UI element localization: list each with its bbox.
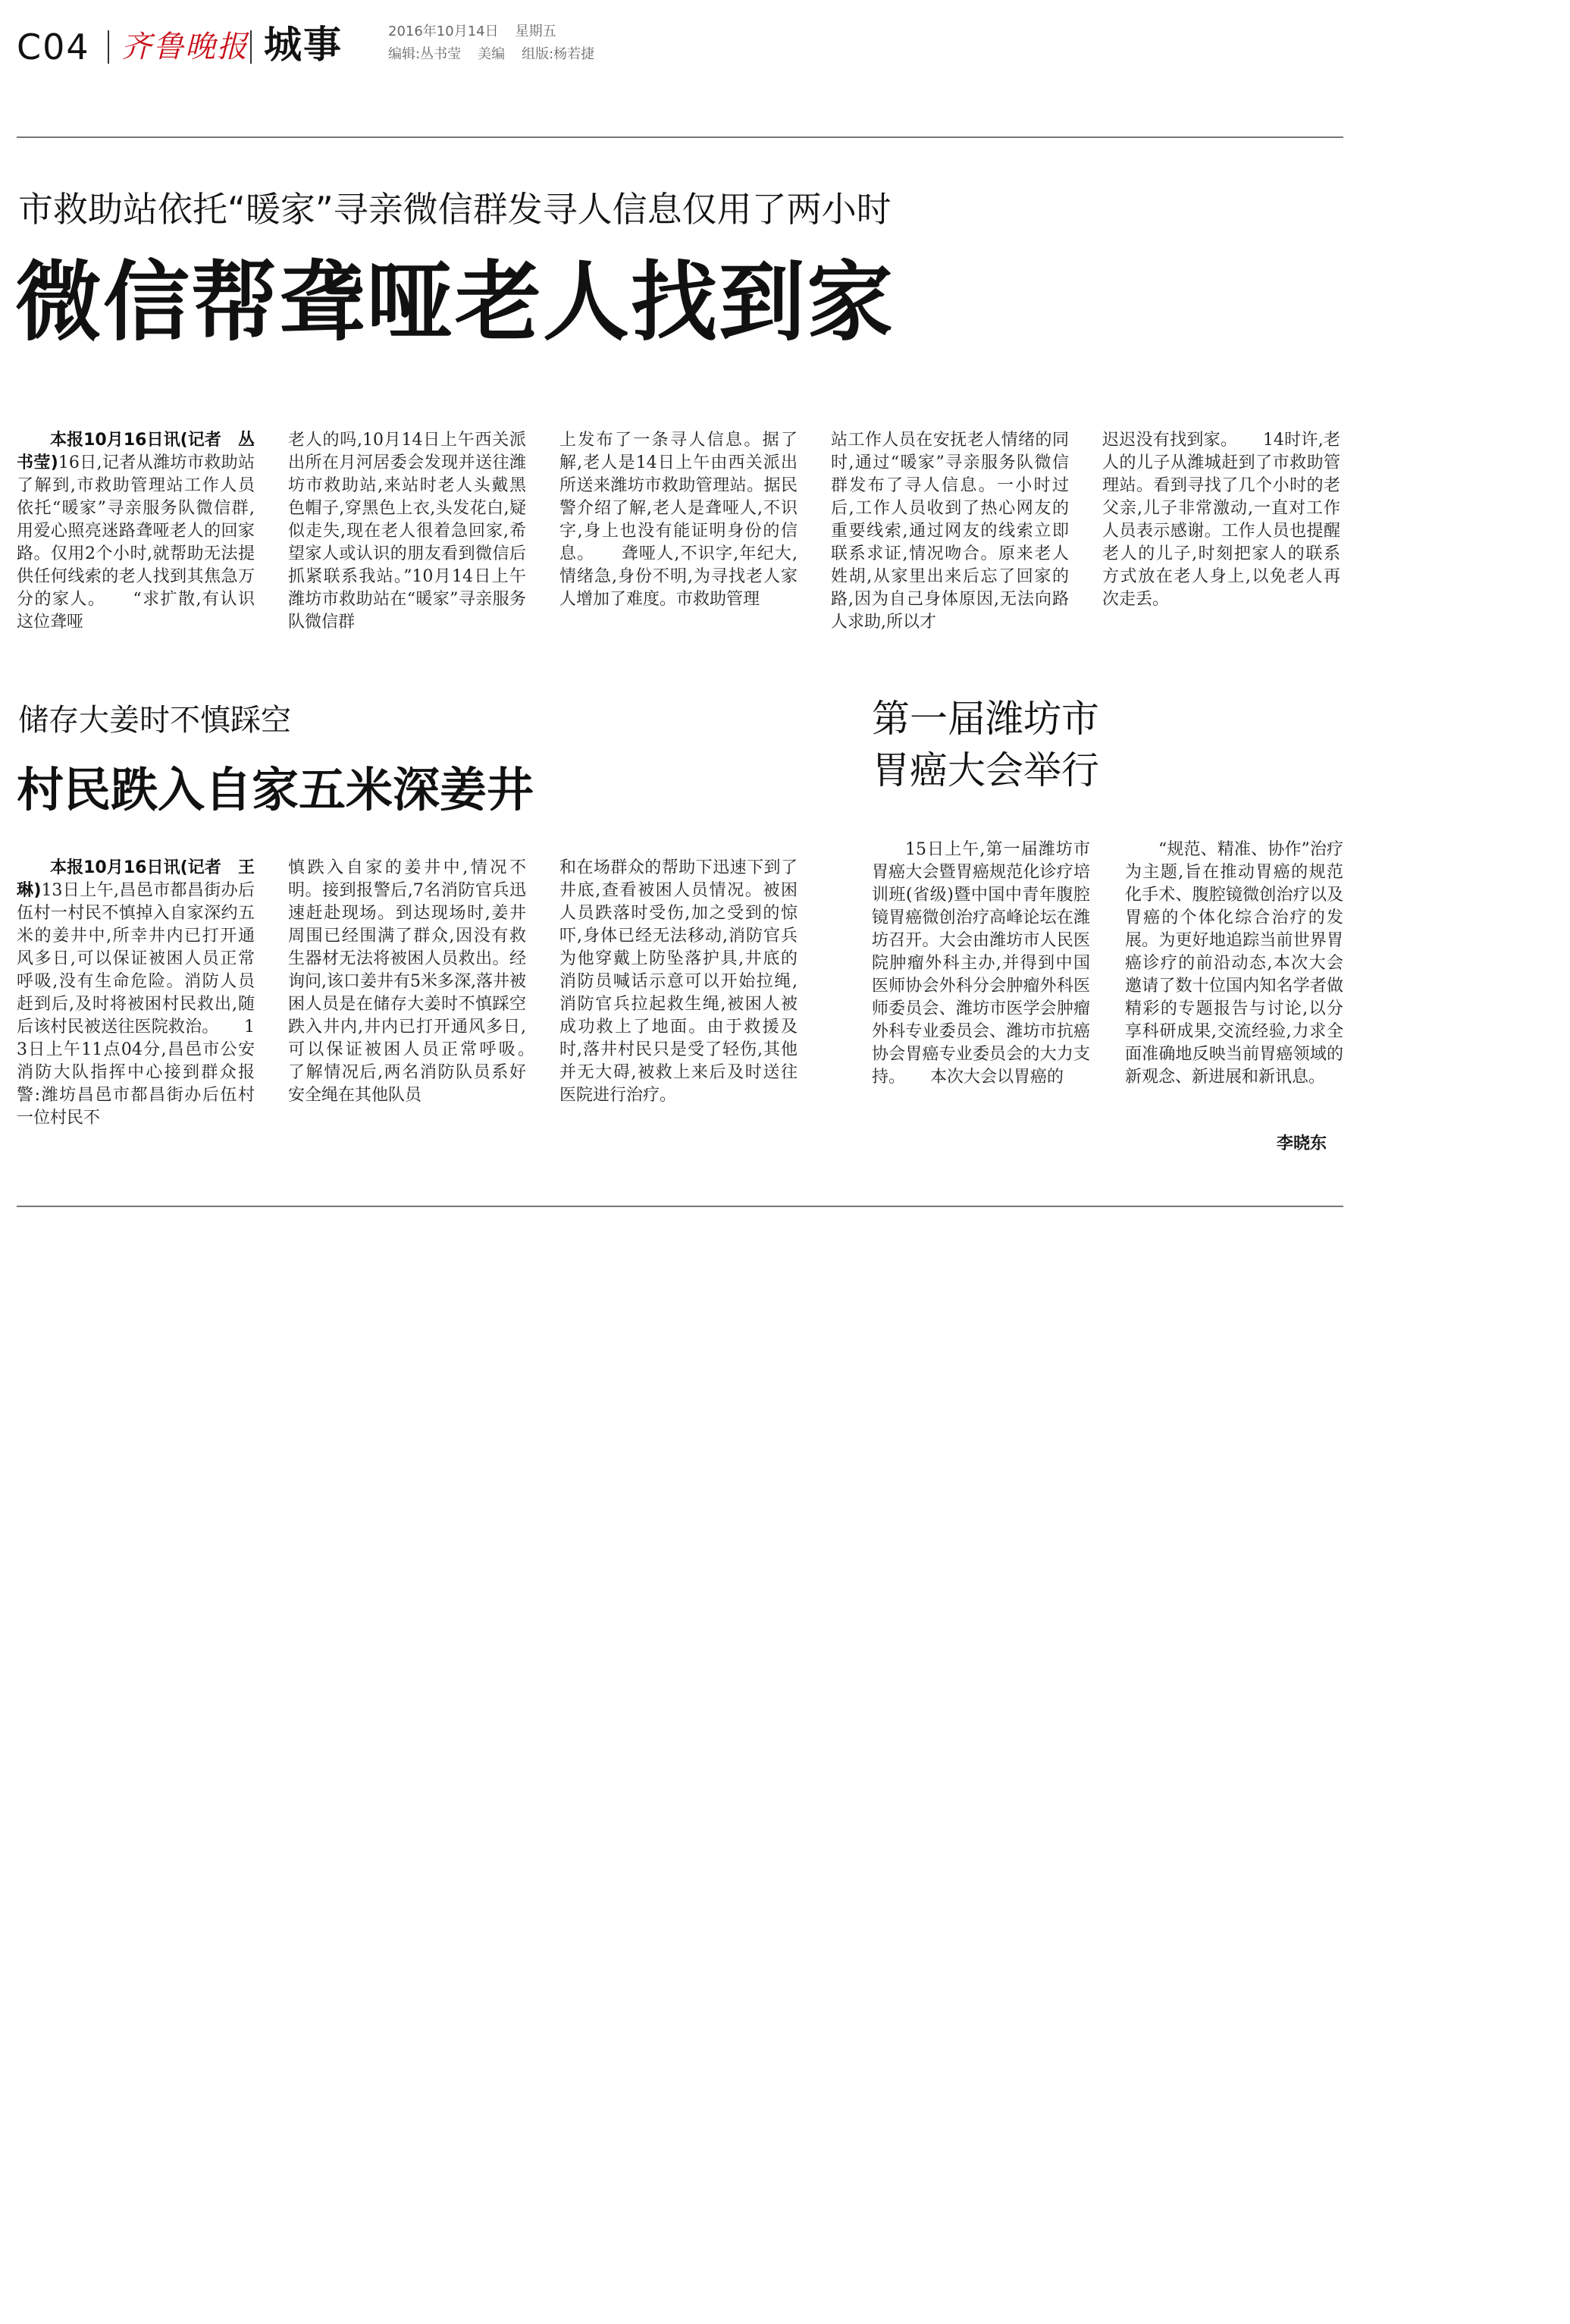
editor-credit: 编辑:丛书莹 <box>388 46 462 62</box>
story1-column-2 <box>288 429 526 634</box>
header-rule <box>17 136 1343 138</box>
story3-title-line-2: 胃癌大会举行 <box>872 748 1099 792</box>
newspaper-logo: 齐鲁晚报 <box>121 30 249 64</box>
story1-col1-text: 16日,记者从潍坊市救助站了解到,市救助管理站工作人员依托“暖家”寻亲服务队微信群,用爱心照亮迷路聋哑老人的回家路。仅用2个小时,就帮助无法提供任何线索的老人找到其焦急万分的家人。 “求扩散,有认识这位聋哑 <box>17 453 255 632</box>
story1-col5-text: 迟迟没有找到家。 14时许,老人的儿子从潍城赶到了市救助管理站。看到寻找了几个小时的老父亲,儿子非常激动,一直对工作人员表示感谢。工作人员也提醒老人的儿子,时刻把家人的联系方式放在老人身上,以免老人再次走丢。 <box>1102 431 1340 609</box>
layout-credit: 组版:杨若捷 <box>522 46 595 62</box>
masthead-divider <box>108 30 109 64</box>
art-editor-credit: 美编 <box>478 46 506 62</box>
page-number: C04 <box>17 27 90 67</box>
story1-column-5 <box>1102 429 1340 634</box>
issue-date-line <box>388 23 573 41</box>
story3-byline: 李晓东 <box>1277 1134 1327 1153</box>
story3-title <box>872 693 1099 796</box>
story1-col4-text: 站工作人员在安抚老人情绪的同时,通过“暖家”寻亲服务队微信群发布了寻人信息。一小时过后,工作人员收到了热心网友的重要线索,通过网友的线索立即联系求证,情况吻合。原来老人姓胡,从家里出来后忘了回家的路,因为自己身体原因,无法向路人求助,所以才 <box>831 431 1069 632</box>
story3-title-line-1: 第一届潍坊市 <box>872 697 1099 741</box>
story2-column-1 <box>17 857 255 1157</box>
story1-col3-text: 上发布了一条寻人信息。据了解,老人是14日上午由西关派出所送来潍坊市救助管理站。据民警介绍了解,老人是聋哑人,不识字,身上也没有能证明身份的信息。 聋哑人,不识字,年纪大,情绪急,身份不明,为寻找老人家人增加了难度。市救助管理 <box>559 431 798 609</box>
issue-weekday: 星期五 <box>515 24 556 39</box>
story3-column-2 <box>1125 839 1343 1134</box>
story1-column-4 <box>831 429 1069 634</box>
story1-col2-text: 老人的吗,10月14日上午西关派出所在月河居委会发现并送往潍坊市救助站,来站时老人头戴黑色帽子,穿黑色上衣,头发花白,疑似走失,现在老人很着急回家,希望家人或认识的朋友看到微信后抓紧联系我站。”10月14日上午潍坊市救助站在“暖家”寻亲服务队微信群 <box>288 431 526 632</box>
story2-title: 村民跌入自家五米深姜井 <box>17 762 534 817</box>
story2-col3-text: 和在场群众的帮助下迅速下到了井底,查看被困人员情况。被困人员跌落时受伤,加之受到的惊吓,身体已经无法移动,消防官兵为他穿戴上防坠落护具,井底的消防员喊话示意可以开始拉绳,消防官兵拉起救生绳,被困人被成功救上了地面。由于救援及时,落井村民只是受了轻伤,其他并无大碍,被救上来后及时送往医院进行治疗。 <box>559 858 798 1105</box>
story2-column-2 <box>288 857 560 1157</box>
story2-dateline: 本报10月16日讯(记者 王琳) <box>17 858 255 900</box>
issue-date: 2016年10月14日 <box>388 24 499 39</box>
story3-col2-text: “规范、精准、协作”治疗为主题,旨在推动胃癌的规范化手术、腹腔镜微创治疗以及胃癌的个体化综合治疗的发展。为更好地追踪当前世界胃癌诊疗的前沿动态,本次大会邀请了数十位国内知名学者做精彩的专题报告与讨论,以分享科研成果,交流经验,力求全面准确地反映当前胃癌领域的新观念、新进展和新讯息。 <box>1125 840 1343 1087</box>
story1-dateline: 本报10月16日讯(记者 丛书莹) <box>17 431 255 472</box>
story1-column-3 <box>559 429 798 634</box>
story3-column-1 <box>872 839 1090 1157</box>
story2-col2-text: 慎跌入自家的姜井中,情况不明。接到报警后,7名消防官兵迅速赶赴现场。到达现场时,姜井周围已经围满了群众,因没有救生器材无法将被困人员救出。经询问,该口姜井有5米多深,落井被困人员是在储存大姜时不慎踩空跌入井内,井内已打开通风多日,可以保证被困人员正常呼吸。 了解情况后,两名消防队员系好安全绳在其他队员 <box>288 858 560 1105</box>
story1-subtitle: 市救助站依托“暖家”寻亲微信群发寻人信息仅用了两小时 <box>18 189 892 230</box>
bottom-rule <box>17 1206 1343 1207</box>
story2-col1-text: 13日上午,昌邑市都昌街办后伍村一村民不慎掉入自家深约五米的姜井中,所幸井内已打开通风多日,可以保证被困人员正常呼吸,没有生命危险。消防人员赶到后,及时将被困村民救出,随后该村民被送往医院救治。 13日上午11点04分,昌邑市公安消防大队指挥中心接到群众报警:潍坊昌邑市都昌街办后伍村一位村民不 <box>17 881 255 1128</box>
masthead-divider <box>250 30 252 64</box>
credits-line <box>388 45 611 64</box>
story2-column-3 <box>559 857 798 1157</box>
story2-subtitle: 储存大姜时不慎踩空 <box>18 703 291 738</box>
story3-col1-text: 15日上午,第一届潍坊市胃癌大会暨胃癌规范化诊疗培训班(省级)暨中国中青年腹腔镜胃癌微创治疗高峰论坛在潍坊召开。大会由潍坊市人民医院肿瘤外科主办,并得到中国医师协会外科分会肿瘤外科医师委员会、潍坊市医学会肿瘤外科专业委员会、潍坊市抗癌协会胃癌专业委员会的大力支持。 本次大会以胃癌的 <box>872 840 1090 1087</box>
story1-title: 微信帮聋哑老人找到家 <box>15 252 895 353</box>
story1-column-1 <box>17 429 255 634</box>
section-title: 城事 <box>264 23 343 67</box>
